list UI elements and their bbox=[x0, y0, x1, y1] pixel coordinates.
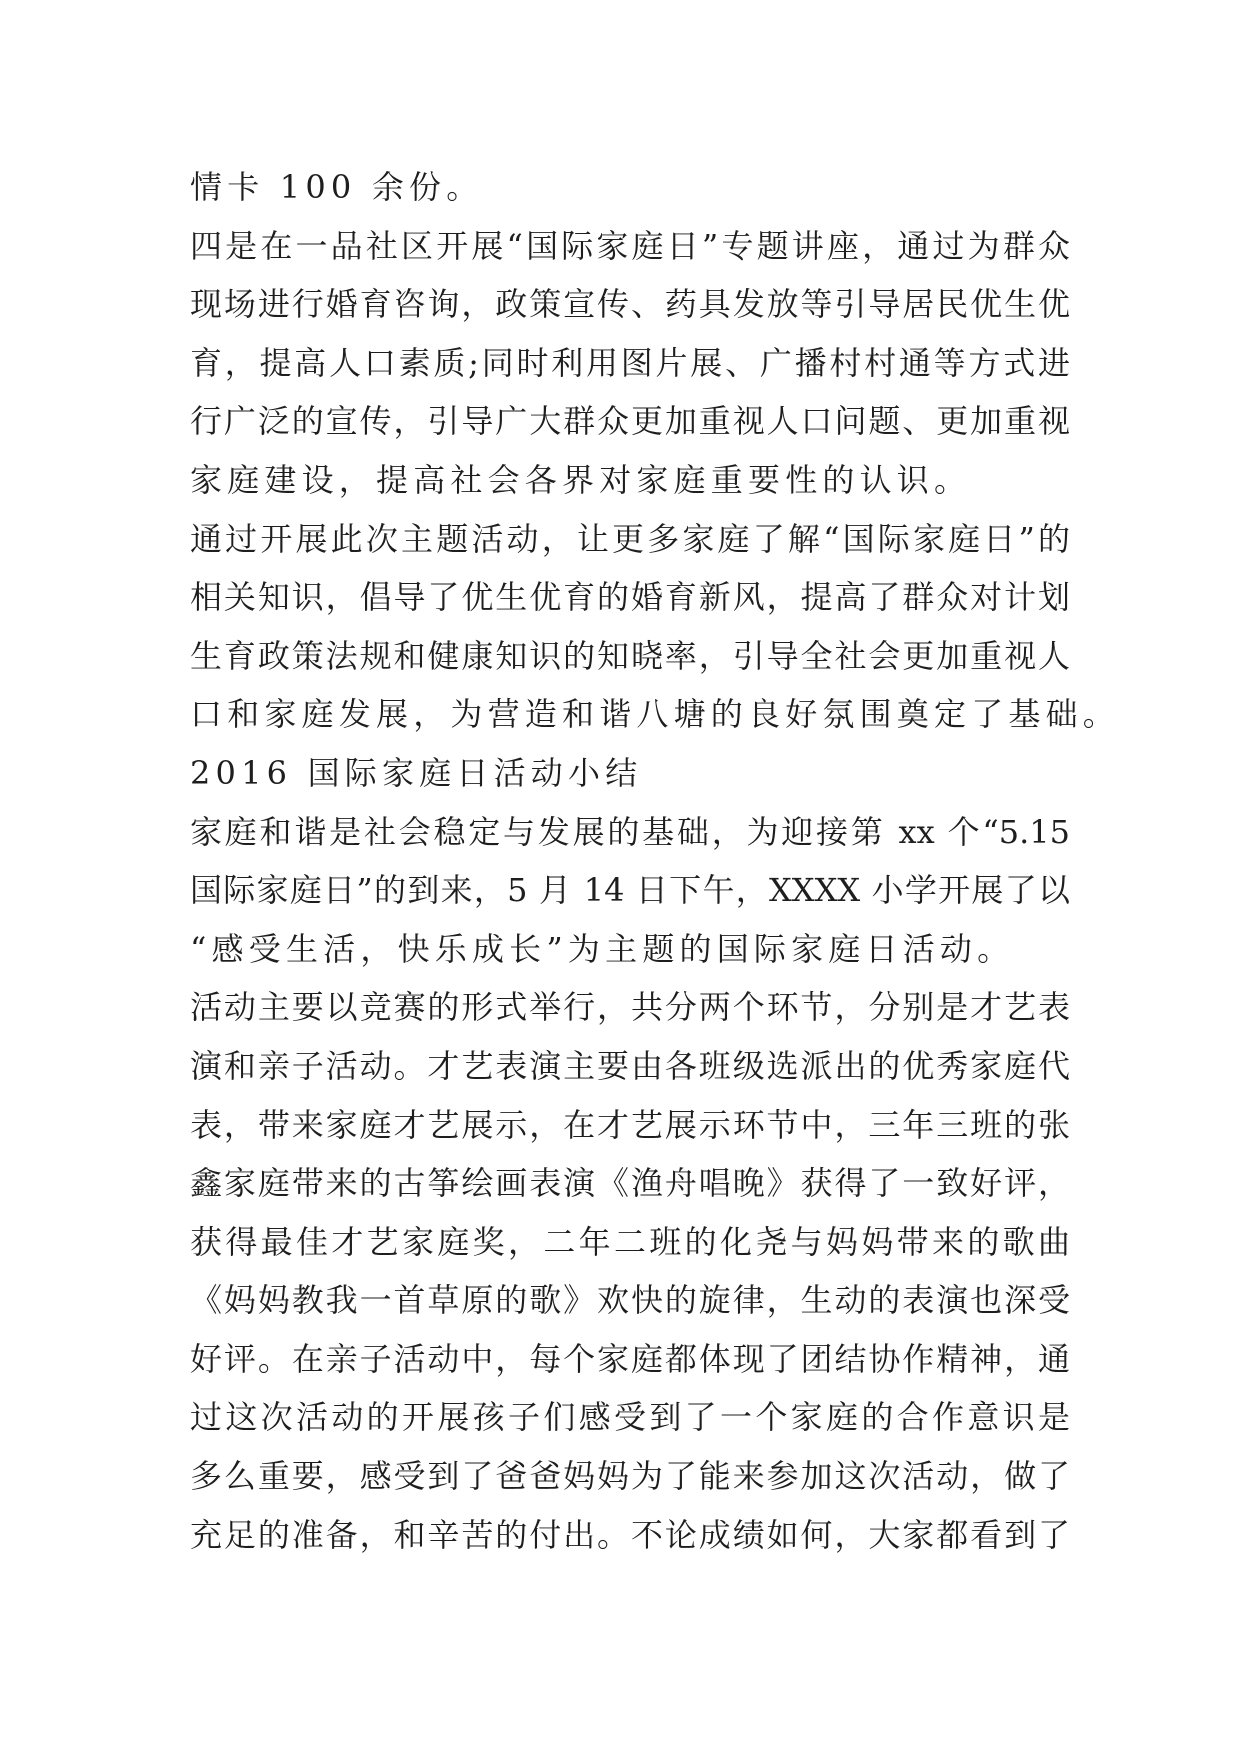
text-line: 通过开展此次主题活动，让更多家庭了解“国际家庭日”的 bbox=[190, 519, 1070, 558]
text-line: 家庭建设，提高社会各界对家庭重要性的认识。 bbox=[190, 460, 972, 499]
text-line: 表，带来家庭才艺展示，在才艺展示环节中，三年三班的张 bbox=[190, 1105, 1070, 1144]
text-line: 行广泛的宣传，引导广大群众更加重视人口问题、更加重视 bbox=[190, 402, 1070, 441]
text-line: 演和亲子活动。才艺表演主要由各班级选派出的优秀家庭代 bbox=[190, 1046, 1070, 1085]
text-line: 口和家庭发展，为营造和谐八塘的良好氛围奠定了基础。 bbox=[190, 695, 1121, 734]
text-line: 相关知识，倡导了优生优育的婚育新风，提高了群众对计划 bbox=[190, 578, 1070, 617]
text-line: 《妈妈教我一首草原的歌》欢快的旋律，生动的表演也深受 bbox=[190, 1281, 1070, 1320]
text-line: 多么重要，感受到了爸爸妈妈为了能来参加这次活动，做了 bbox=[190, 1457, 1070, 1496]
text-line: 活动主要以竞赛的形式举行，共分两个环节，分别是才艺表 bbox=[190, 988, 1070, 1027]
text-line: 现场进行婚育咨询，政策宣传、药具发放等引导居民优生优 bbox=[190, 285, 1070, 324]
document-body bbox=[190, 158, 1121, 1564]
text-line: “感受生活，快乐成长”为主题的国际家庭日活动。 bbox=[190, 929, 1015, 968]
text-line: 过这次活动的开展孩子们感受到了一个家庭的合作意识是 bbox=[190, 1398, 1070, 1437]
text-line: 情卡 100 余份。 bbox=[190, 168, 484, 206]
text-line: 国际家庭日”的到来，5 月 14 日下午，XXXX 小学开展了以 bbox=[190, 871, 1070, 910]
text-line: 四是在一品社区开展“国际家庭日”专题讲座，通过为群众 bbox=[190, 226, 1070, 265]
text-line: 育，提高人口素质;同时利用图片展、广播村村通等方式进 bbox=[190, 343, 1070, 382]
text-line: 家庭和谐是社会稳定与发展的基础，为迎接第 xx 个“5.15 bbox=[190, 812, 1070, 851]
section-heading: 2016 国际家庭日活动小结 bbox=[190, 753, 643, 792]
text-line: 充足的准备，和辛苦的付出。不论成绩如何，大家都看到了 bbox=[190, 1515, 1070, 1554]
text-line: 鑫家庭带来的古筝绘画表演《渔舟唱晚》获得了一致好评， bbox=[190, 1164, 1070, 1203]
text-line: 生育政策法规和健康知识的知晓率，引导全社会更加重视人 bbox=[190, 636, 1070, 675]
text-line: 好评。在亲子活动中，每个家庭都体现了团结协作精神，通 bbox=[190, 1339, 1070, 1378]
text-line: 获得最佳才艺家庭奖，二年二班的化尧与妈妈带来的歌曲 bbox=[190, 1222, 1070, 1261]
